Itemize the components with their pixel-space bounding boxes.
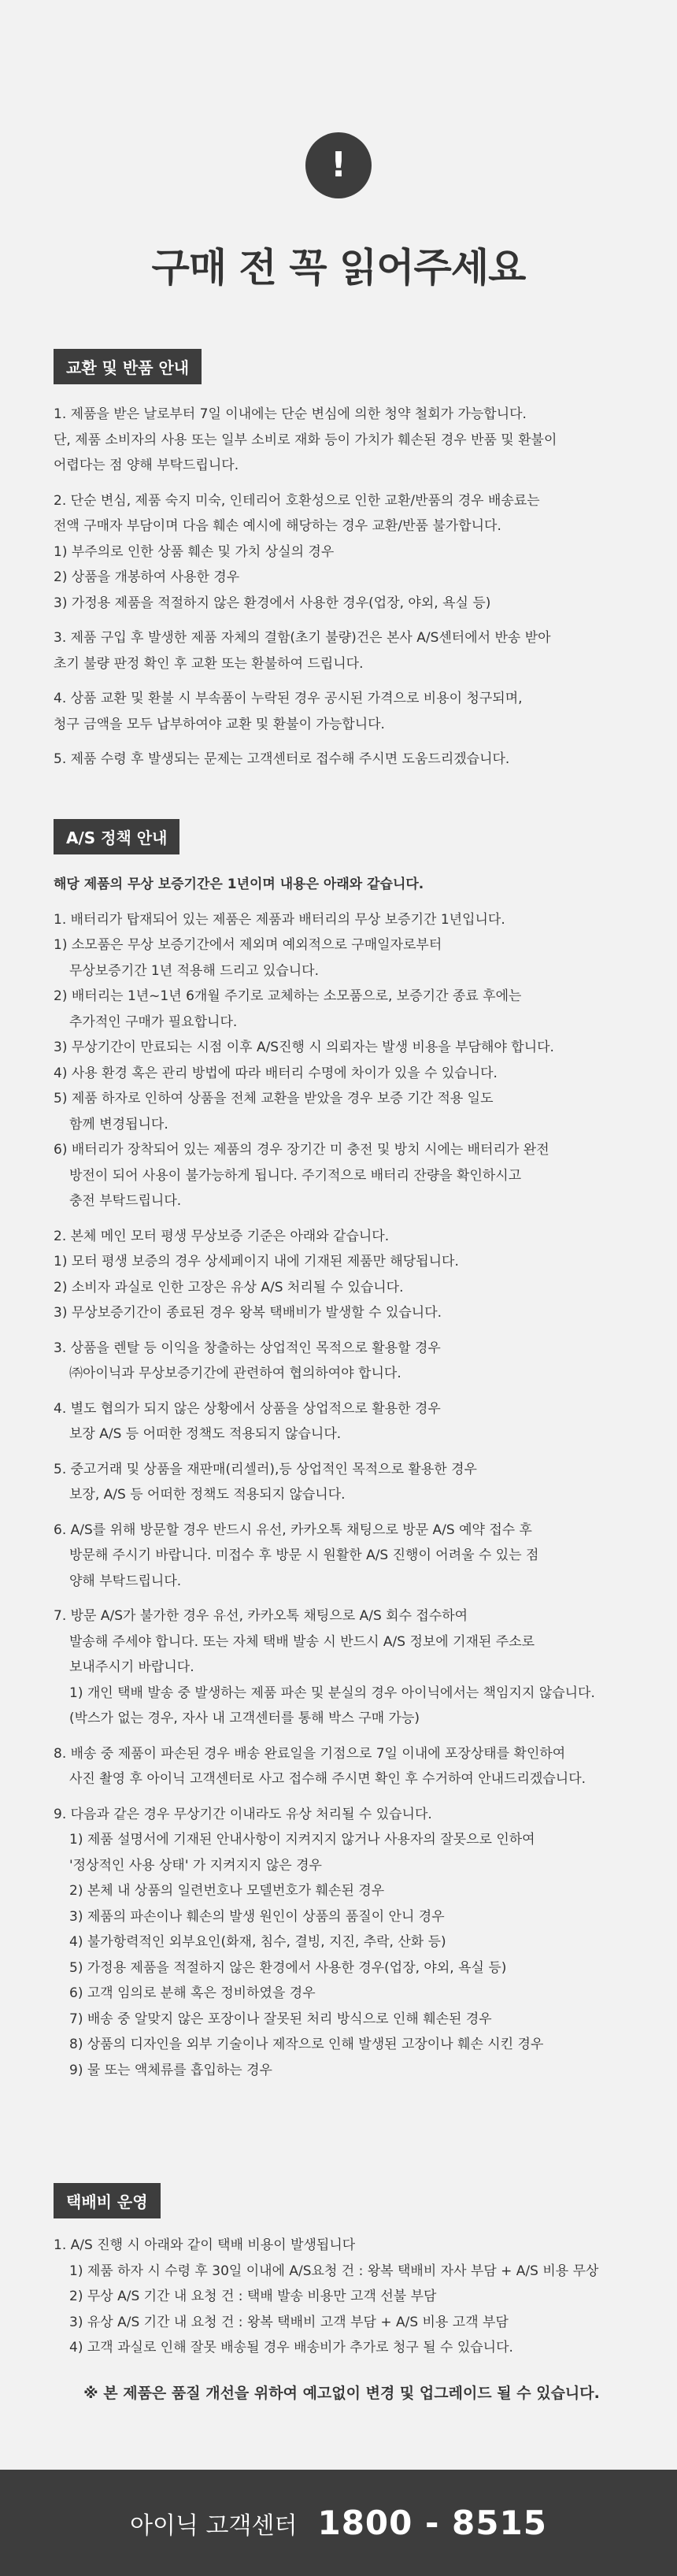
exchange-line: 5. 제품 수령 후 발생되는 문제는 고객센터로 접수해 주시면 도움드리겠습니다. bbox=[54, 751, 510, 767]
as-line: '정상적인 사용 상태' 가 지켜지지 않은 경우 bbox=[69, 1857, 322, 1874]
as-line: (박스가 없는 경우, 자사 내 고객센터를 통해 박스 구매 가능) bbox=[69, 1711, 420, 1726]
customer-center-footer bbox=[0, 2470, 677, 2576]
as-line: 1) 모터 평생 보증의 경우 상세페이지 내에 기재된 제품만 해당됩니다. bbox=[54, 1254, 459, 1269]
customer-center-phone[interactable]: 1800 - 8515 bbox=[317, 2504, 547, 2542]
as-line: 1) 소모품은 무상 보증기간에서 제외며 예외적으로 구매일자로부터 bbox=[54, 937, 442, 953]
as-line: 함께 변경됩니다. bbox=[69, 1116, 168, 1132]
as-line: 1) 제품 설명서에 기재된 안내사항이 지켜지지 않거나 사용자의 잘못으로 인하여 bbox=[69, 1832, 535, 1848]
as-line: 보장 A/S 등 어떠한 정책도 적용되지 않습니다. bbox=[69, 1426, 342, 1442]
exclamation-icon: ! bbox=[305, 132, 372, 198]
as-line: 사진 촬영 후 아이닉 고객센터로 사고 접수해 주시면 확인 후 수거하여 안내드리겠습니다. bbox=[69, 1771, 586, 1787]
delivery-line: 1) 제품 하자 시 수령 후 30일 이내에 A/S요청 건 : 왕복 택배비 자사 부담 + A/S 비용 무상 bbox=[69, 2263, 599, 2279]
as-line: 보내주시기 바랍니다. bbox=[69, 1659, 194, 1675]
as-line: 보장, A/S 등 어떠한 정책도 적용되지 않습니다. bbox=[69, 1487, 346, 1503]
delivery-line: 4) 고객 과실로 인해 잘못 배송될 경우 배송비가 추가로 청구 될 수 있습니다. bbox=[69, 2340, 513, 2355]
as-line: 무상보증기간 1년 적용해 드리고 있습니다. bbox=[69, 962, 320, 979]
as-line: 2) 소비자 과실로 인한 고장은 유상 A/S 처리될 수 있습니다. bbox=[54, 1279, 404, 1295]
as-line: 5. 중고거래 및 상품을 재판매(리셀러),등 상업적인 목적으로 활용한 경우 bbox=[54, 1461, 477, 1477]
as-line: 충전 부탁드립니다. bbox=[69, 1193, 182, 1209]
as-line: 1. 배터리가 탑재되어 있는 제품은 제품과 배터리의 무상 보증기간 1년입니다. bbox=[54, 911, 505, 928]
as-line: 1) 개인 택배 발송 중 발생하는 제품 파손 및 분실의 경우 아이닉에서는 책임지지 않습니다. bbox=[69, 1685, 595, 1701]
as-line: 9. 다음과 같은 경우 무상기간 이내라도 유상 처리될 수 있습니다. bbox=[54, 1806, 432, 1822]
exchange-line: 전액 구매자 부담이며 다음 훼손 예시에 해당하는 경우 교환/반품 불가합니다. bbox=[54, 518, 501, 534]
as-line: 5) 제품 하자로 인하여 상품을 전체 교환을 받았을 경우 보증 기간 적용 일도 bbox=[54, 1091, 494, 1106]
delivery-section bbox=[54, 2183, 630, 2405]
as-line: 2) 배터리는 1년~1년 6개월 주기로 교체하는 소모품으로, 보증기간 종료 후에는 bbox=[54, 988, 522, 1004]
as-line: 7. 방문 A/S가 불가한 경우 유선, 카카오톡 채팅으로 A/S 회수 접수하여 bbox=[54, 1608, 468, 1624]
as-line: 5) 가정용 제품을 적절하지 않은 환경에서 사용한 경우(업장, 야외, 욕실 등) bbox=[69, 1959, 507, 1976]
as-line: 양해 부탁드립니다. bbox=[69, 1573, 182, 1589]
as-line: 추가적인 구매가 필요합니다. bbox=[69, 1014, 238, 1030]
exchange-line: 2) 상품을 개봉하여 사용한 경우 bbox=[54, 569, 240, 585]
change-notice: ※ 본 제품은 품질 개선을 위하여 예고없이 변경 및 업그레이드 될 수 있습니다. bbox=[83, 2384, 600, 2402]
exchange-line: 청구 금액을 모두 납부하여야 교환 및 환불이 가능합니다. bbox=[54, 716, 385, 732]
as-line: 6) 배터리가 장착되어 있는 제품의 경우 장기간 미 충전 및 방치 시에는 배터리가 완전 bbox=[54, 1142, 549, 1158]
as-line: 3) 무상기간이 만료되는 시점 이후 A/S진행 시 의뢰자는 발생 비용을 부담해야 합니다. bbox=[54, 1040, 554, 1055]
exchange-line: 3) 가정용 제품을 적절하지 않은 환경에서 사용한 경우(업장, 야외, 욕실 등) bbox=[54, 595, 491, 611]
exchange-line: 1) 부주의로 인한 상품 훼손 및 가치 상실의 경우 bbox=[54, 543, 335, 560]
as-line: 8. 배송 중 제품이 파손된 경우 배송 완료일을 기점으로 7일 이내에 포장상태를 확인하여 bbox=[54, 1745, 566, 1762]
customer-center-label: 아이닉 고객센터 bbox=[130, 2511, 298, 2540]
delivery-section-title: 택배비 운영 bbox=[54, 2183, 161, 2218]
as-line: 2) 본체 내 상품의 일련번호나 모델번호가 훼손된 경우 bbox=[69, 1883, 385, 1899]
page-title: 구매 전 꼭 읽어주세요 bbox=[151, 245, 526, 291]
as-line: ㈜아이닉과 무상보증기간에 관련하여 협의하여야 합니다. bbox=[69, 1366, 401, 1381]
as-line: 3) 제품의 파손이나 훼손의 발생 원인이 상품의 품질이 안니 경우 bbox=[69, 1908, 445, 1925]
exchange-line: 초기 불량 판정 확인 후 교환 또는 환불하여 드립니다. bbox=[54, 655, 364, 672]
exchange-line: 2. 단순 변심, 제품 숙지 미숙, 인테리어 호환성으로 인한 교환/반품의 경우 배송료는 bbox=[54, 492, 540, 509]
as-line: 발송해 주세야 합니다. 또는 자체 택배 발송 시 반드시 A/S 정보에 기재된 주소로 bbox=[69, 1633, 535, 1650]
as-line: 4. 별도 협의가 되지 않은 상황에서 상품을 상업적으로 활용한 경우 bbox=[54, 1400, 441, 1417]
as-line: 3. 상품을 렌탈 등 이익을 창출하는 상업적인 목적으로 활용할 경우 bbox=[54, 1340, 441, 1356]
as-line: 4) 사용 환경 혹은 관리 방법에 따라 배터리 수명에 차이가 있을 수 있습니다. bbox=[54, 1065, 498, 1081]
as-line: 2. 본체 메인 모터 평생 무상보증 기준은 아래와 같습니다. bbox=[54, 1228, 390, 1244]
exchange-line: 어렵다는 점 양해 부탁드립니다. bbox=[54, 458, 239, 473]
exchange-line: 3. 제품 구입 후 발생한 제품 자체의 결함(초기 불량)건은 본사 A/S센터에서 반송 받아 bbox=[54, 630, 551, 646]
exchange-section-title: 교환 및 반품 안내 bbox=[54, 349, 202, 384]
as-line: 6. A/S를 위해 방문할 경우 반드시 유선, 카카오톡 채팅으로 방문 A/S 예약 접수 후 bbox=[54, 1522, 532, 1538]
as-line: 6) 고객 임의로 분해 혹은 정비하였을 경우 bbox=[69, 1985, 316, 2001]
delivery-line: 1. A/S 진행 시 아래와 같이 택배 비용이 발생됩니다 bbox=[54, 2237, 356, 2253]
as-line: 4) 불가항력적인 외부요인(화재, 침수, 결빙, 지진, 추락, 산화 등) bbox=[69, 1934, 446, 1950]
exchange-line: 1. 제품을 받은 날로부터 7일 이내에는 단순 변심에 의한 청약 철회가 가능합니다. bbox=[54, 406, 527, 422]
as-line: 방전이 되어 사용이 불가능하게 됩니다. 주기적으로 배터리 잔량을 확인하시고 bbox=[69, 1167, 522, 1184]
exchange-section bbox=[54, 349, 630, 773]
as-line: 8) 상품의 디자인을 외부 기술이나 제작으로 인해 발생된 고장이나 훼손 시킨 경우 bbox=[69, 2037, 544, 2052]
exchange-line: 4. 상품 교환 및 환불 시 부속품이 누락된 경우 공시된 가격으로 비용이 청구되며, bbox=[54, 691, 523, 706]
as-line: 방문해 주시기 바랍니다. 미접수 후 방문 시 원활한 A/S 진행이 어려울 수 있는 점 bbox=[69, 1547, 539, 1563]
page-header bbox=[0, 0, 677, 293]
as-section bbox=[54, 819, 630, 2083]
as-section-title: A/S 정책 안내 bbox=[54, 819, 179, 854]
exchange-line: 단, 제품 소비자의 사용 또는 일부 소비로 재화 등이 가치가 훼손된 경우 반품 및 환불이 bbox=[54, 432, 557, 448]
as-line: 3) 무상보증기간이 종료된 경우 왕복 택배비가 발생할 수 있습니다. bbox=[54, 1305, 442, 1321]
delivery-line: 2) 무상 A/S 기간 내 요청 건 : 택배 발송 비용만 고객 선불 부담 bbox=[69, 2289, 437, 2304]
delivery-line: 3) 유상 A/S 기간 내 요청 건 : 왕복 택배비 고객 부담 + A/S 비용 고객 부담 bbox=[69, 2314, 509, 2330]
as-line: 9) 물 또는 액체류를 흡입하는 경우 bbox=[69, 2062, 272, 2078]
as-intro: 해당 제품의 무상 보증기간은 1년이며 내용은 아래와 같습니다. bbox=[54, 877, 424, 892]
as-line: 7) 배송 중 알맞지 않은 포장이나 잘못된 처리 방식으로 인해 훼손된 경우 bbox=[69, 2011, 492, 2027]
